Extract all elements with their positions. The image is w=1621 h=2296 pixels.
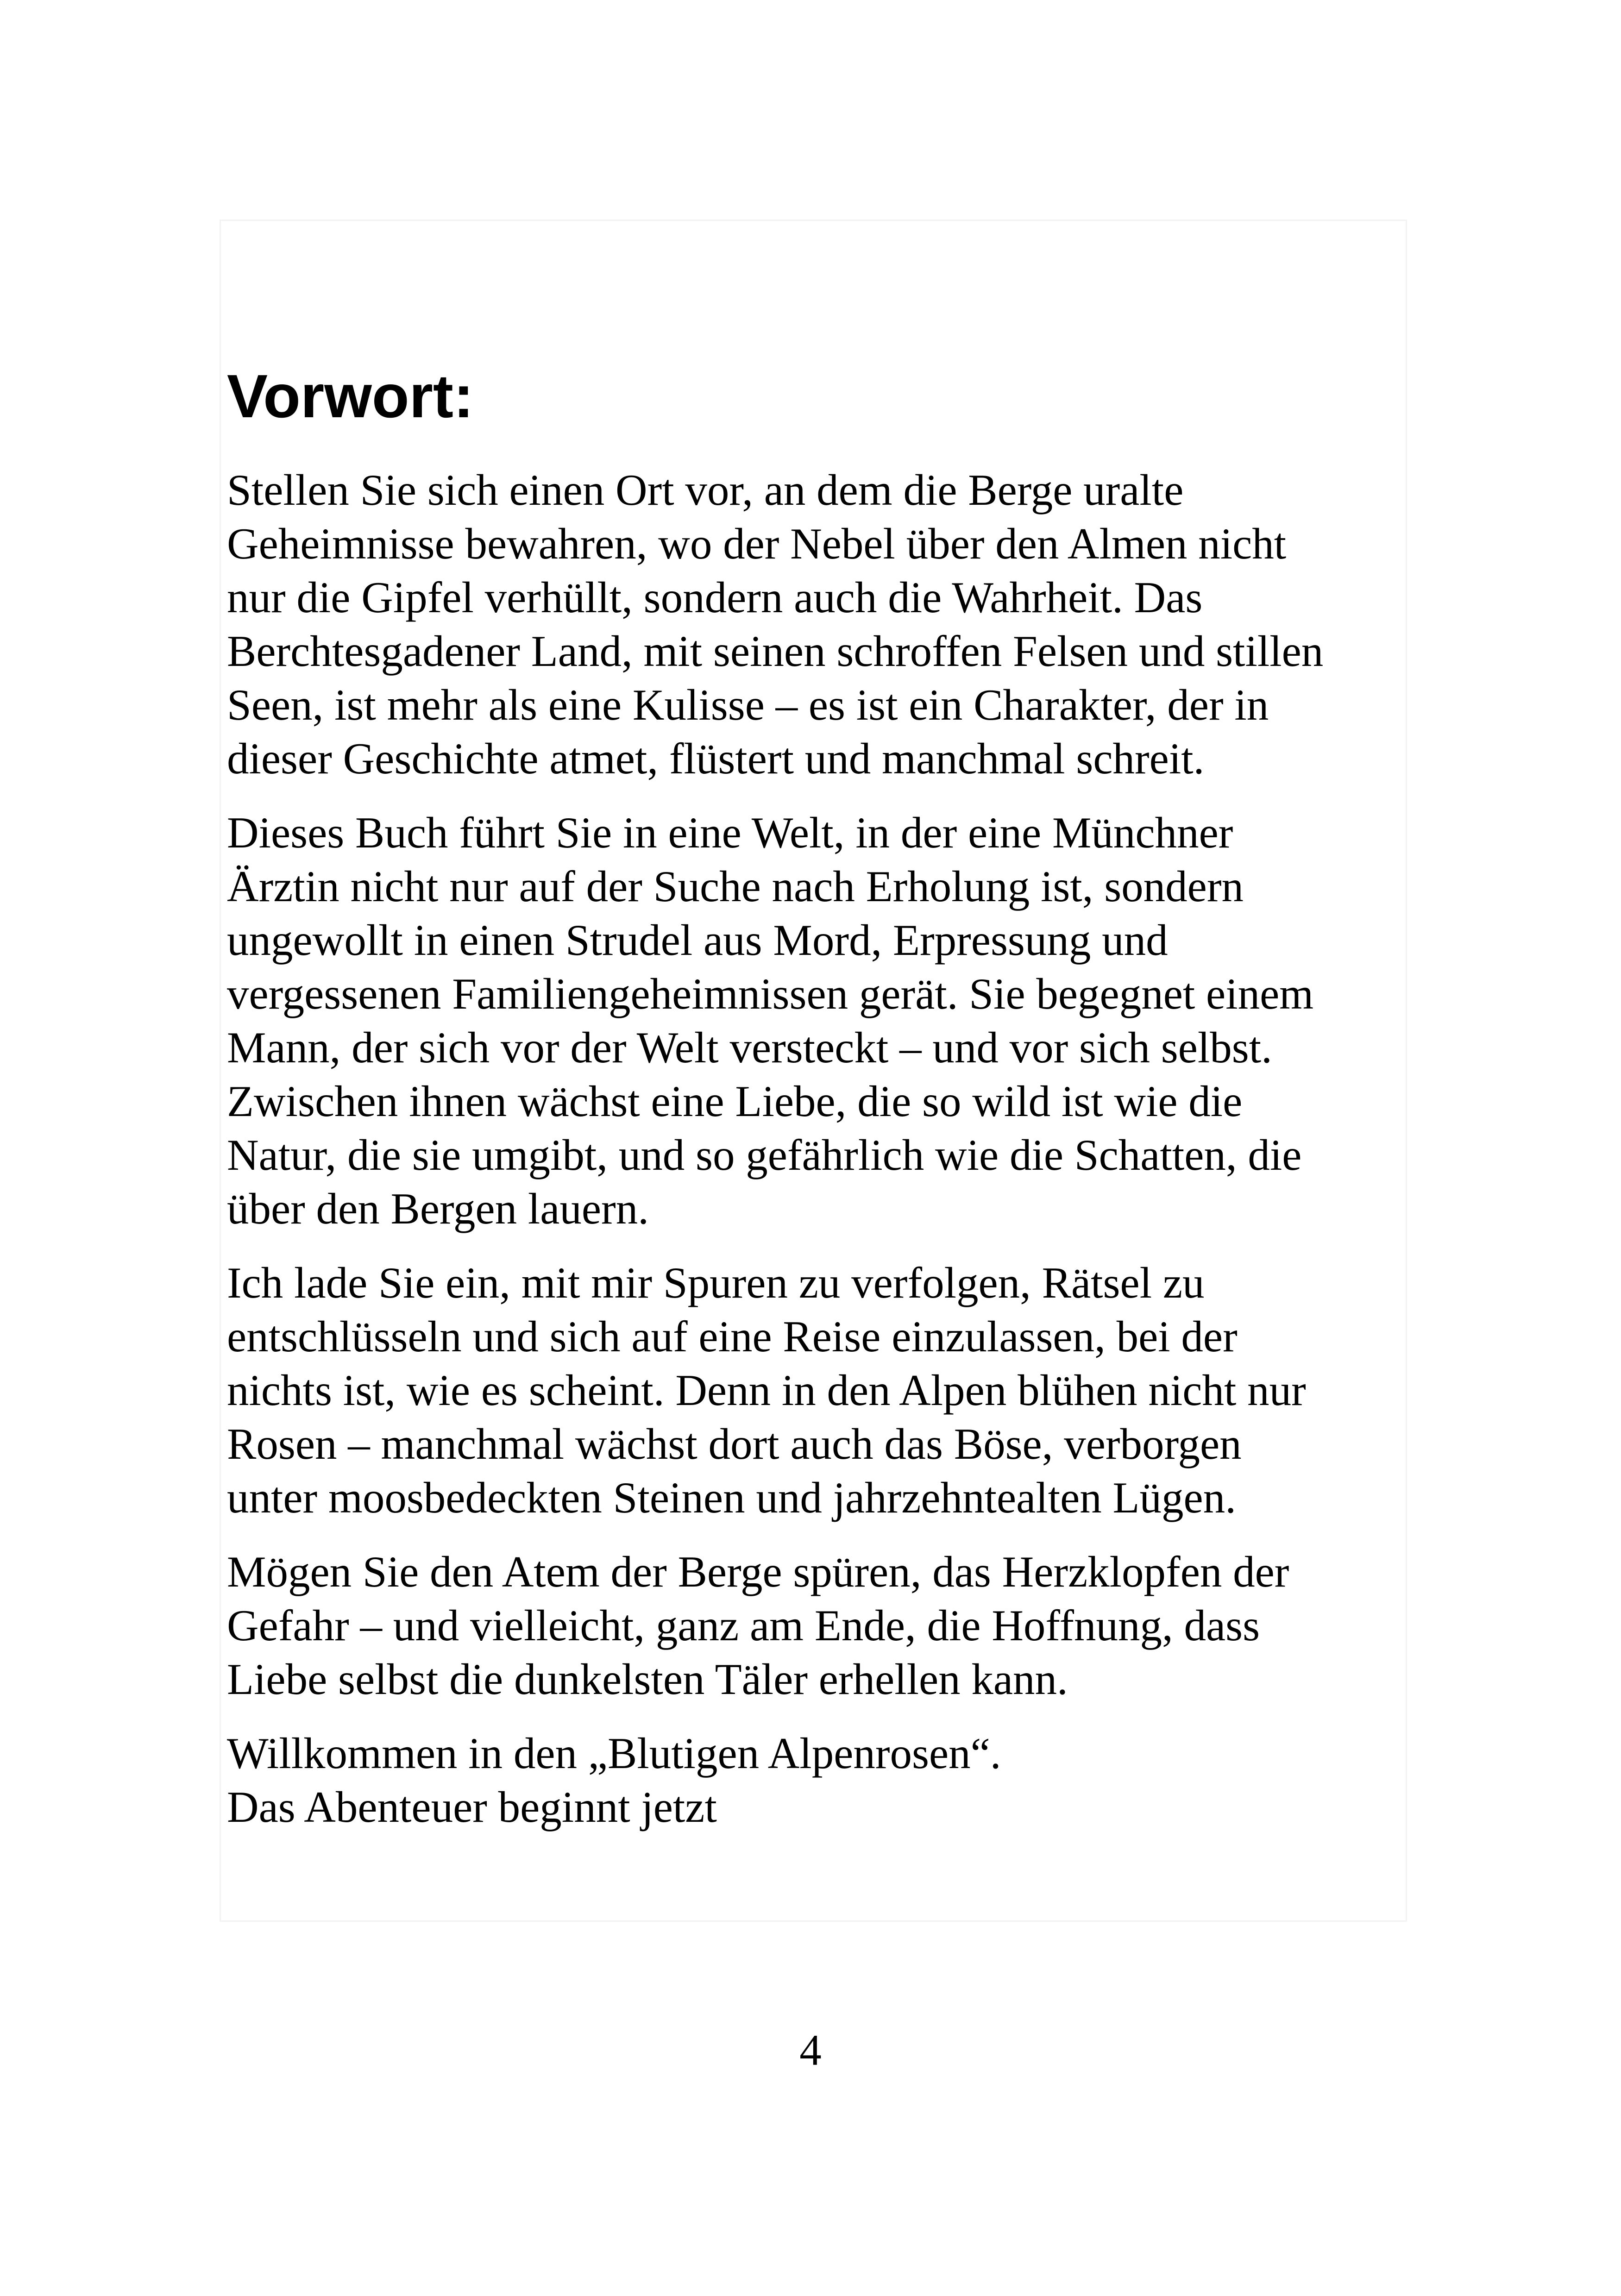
page-number: 4: [799, 2026, 822, 2075]
text-line: Berchtesgadener Land, mit seinen schroffen Felsen und stillen: [227, 627, 1324, 676]
text-line: Mögen Sie den Atem der Berge spüren, das Herzklopfen der: [227, 1547, 1289, 1596]
text-line: dieser Geschichte atmet, flüstert und manchmal schreit.: [227, 734, 1205, 783]
text-line: vergessenen Familiengeheimnissen gerät. Sie begegnet einem: [227, 969, 1314, 1018]
paragraph-3: [227, 1256, 1413, 1524]
text-line: Dieses Buch führt Sie in eine Welt, in der eine Münchner: [227, 808, 1233, 857]
page-title: Vorwort:: [227, 362, 474, 430]
paragraph-2: [227, 806, 1413, 1236]
text-line: Gefahr – und vielleicht, ganz am Ende, die Hoffnung, dass: [227, 1601, 1260, 1650]
text-line: entschlüsseln und sich auf eine Reise einzulassen, bei der: [227, 1312, 1238, 1361]
text-line: Ich lade Sie ein, mit mir Spuren zu verfolgen, Rätsel zu: [227, 1258, 1205, 1307]
text-line: Zwischen ihnen wächst eine Liebe, die so wild ist wie die: [227, 1077, 1243, 1126]
body-text: [227, 463, 1413, 1854]
text-line: ungewollt in einen Strudel aus Mord, Erpressung und: [227, 916, 1168, 965]
text-line: Liebe selbst die dunkelsten Täler erhellen kann.: [227, 1655, 1068, 1704]
text-line: Willkommen in den „Blutigen Alpenrosen“.: [227, 1729, 1001, 1778]
paragraph-4: [227, 1545, 1413, 1706]
text-line: Geheimnisse bewahren, wo der Nebel über den Almen nicht: [227, 519, 1287, 568]
text-line: nur die Gipfel verhüllt, sondern auch die Wahrheit. Das: [227, 573, 1203, 622]
text-line: unter moosbedeckten Steinen und jahrzehntealten Lügen.: [227, 1473, 1236, 1522]
paragraph-1: [227, 463, 1413, 785]
text-line: Stellen Sie sich einen Ort vor, an dem die Berge uralte: [227, 465, 1184, 514]
text-line: nichts ist, wie es scheint. Denn in den Alpen blühen nicht nur: [227, 1366, 1306, 1415]
text-line: Natur, die sie umgibt, und so gefährlich wie die Schatten, die: [227, 1130, 1302, 1179]
text-line: Seen, ist mehr als eine Kulisse – es ist ein Charakter, der in: [227, 680, 1269, 729]
paragraph-5: [227, 1726, 1413, 1834]
text-line: Mann, der sich vor der Welt versteckt – und vor sich selbst.: [227, 1023, 1272, 1072]
text-line: Ärztin nicht nur auf der Suche nach Erholung ist, sondern: [227, 862, 1244, 911]
text-line: Rosen – manchmal wächst dort auch das Böse, verborgen: [227, 1419, 1242, 1468]
text-line: Das Abenteuer beginnt jetzt: [227, 1782, 717, 1832]
text-line: über den Bergen lauern.: [227, 1184, 649, 1233]
